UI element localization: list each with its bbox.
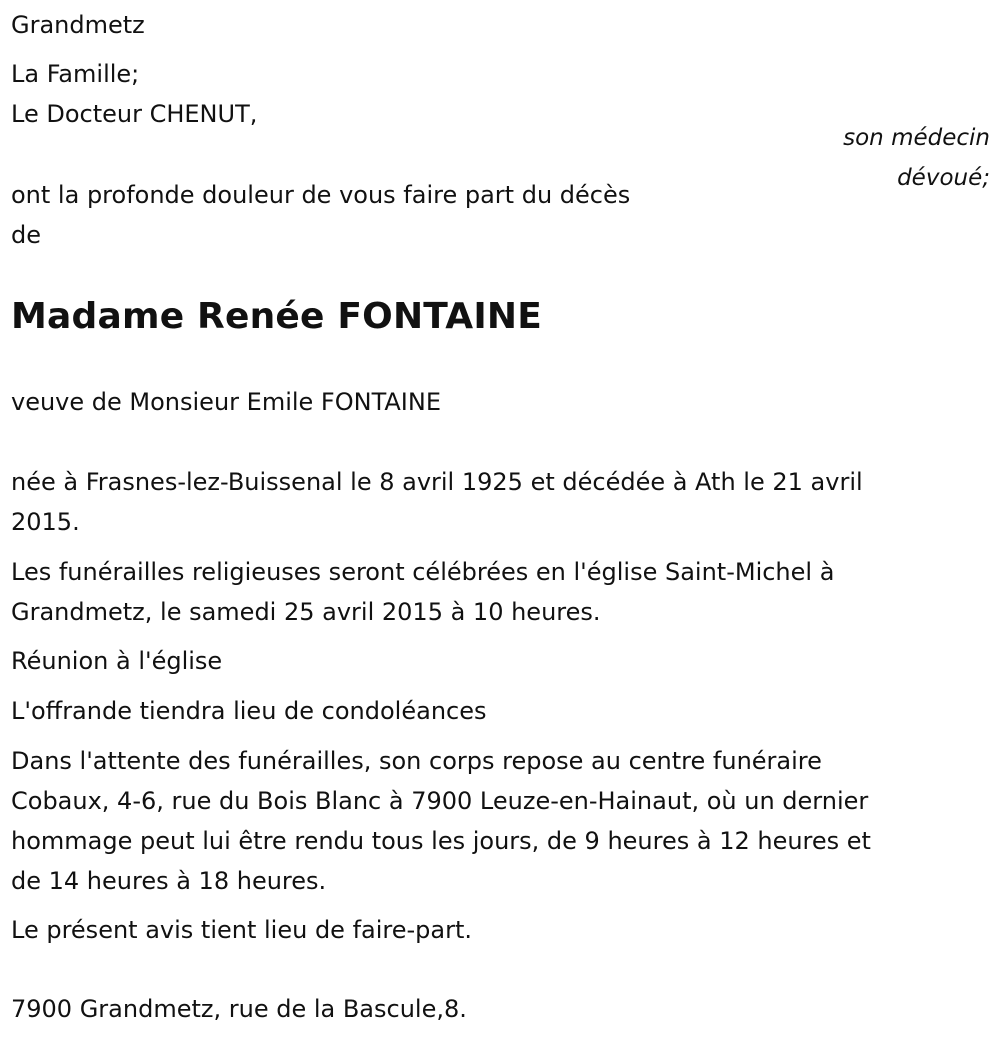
viewing-line-4: de 14 heures à 18 heures. — [11, 867, 327, 895]
meeting-line: Réunion à l'église — [11, 647, 223, 675]
doctor-note — [843, 118, 990, 198]
location-heading: Grandmetz — [11, 11, 145, 39]
deceased-name: Madame Renée FONTAINE — [11, 296, 543, 337]
viewing-line-3: hommage peut lui être rendu tous les jours, de 9 heures à 12 heures et — [11, 827, 871, 855]
offering-line: L'offrande tiendra lieu de condoléances — [11, 697, 487, 725]
intro-line-1: ont la profonde douleur de vous faire part du décès — [11, 181, 631, 209]
ceremony-line-1: Les funérailles religieuses seront célébrées en l'église Saint-Michel à — [11, 558, 835, 586]
viewing-line-2: Cobaux, 4-6, rue du Bois Blanc à 7900 Leuze-en-Hainaut, où un dernier — [11, 787, 869, 815]
ceremony-line-2: Grandmetz, le samedi 25 avril 2015 à 10 heures. — [11, 598, 601, 626]
doctor-note-line2: dévoué; — [897, 165, 990, 191]
notice-line: Le présent avis tient lieu de faire-part. — [11, 916, 473, 944]
intro-line-2: de — [11, 221, 41, 249]
address-line: 7900 Grandmetz, rue de la Bascule,8. — [11, 995, 467, 1023]
doctor-announcer: Le Docteur CHENUT, — [11, 100, 258, 128]
family-announcer: La Famille; — [11, 60, 140, 88]
birth-death-line-2: 2015. — [11, 508, 80, 536]
birth-death-line-1: née à Frasnes-lez-Buissenal le 8 avril 1925 et décédée à Ath le 21 avril — [11, 468, 863, 496]
doctor-note-line1: son médecin — [843, 125, 990, 151]
spouse-line: veuve de Monsieur Emile FONTAINE — [11, 388, 441, 416]
viewing-line-1: Dans l'attente des funérailles, son corps repose au centre funéraire — [11, 747, 822, 775]
